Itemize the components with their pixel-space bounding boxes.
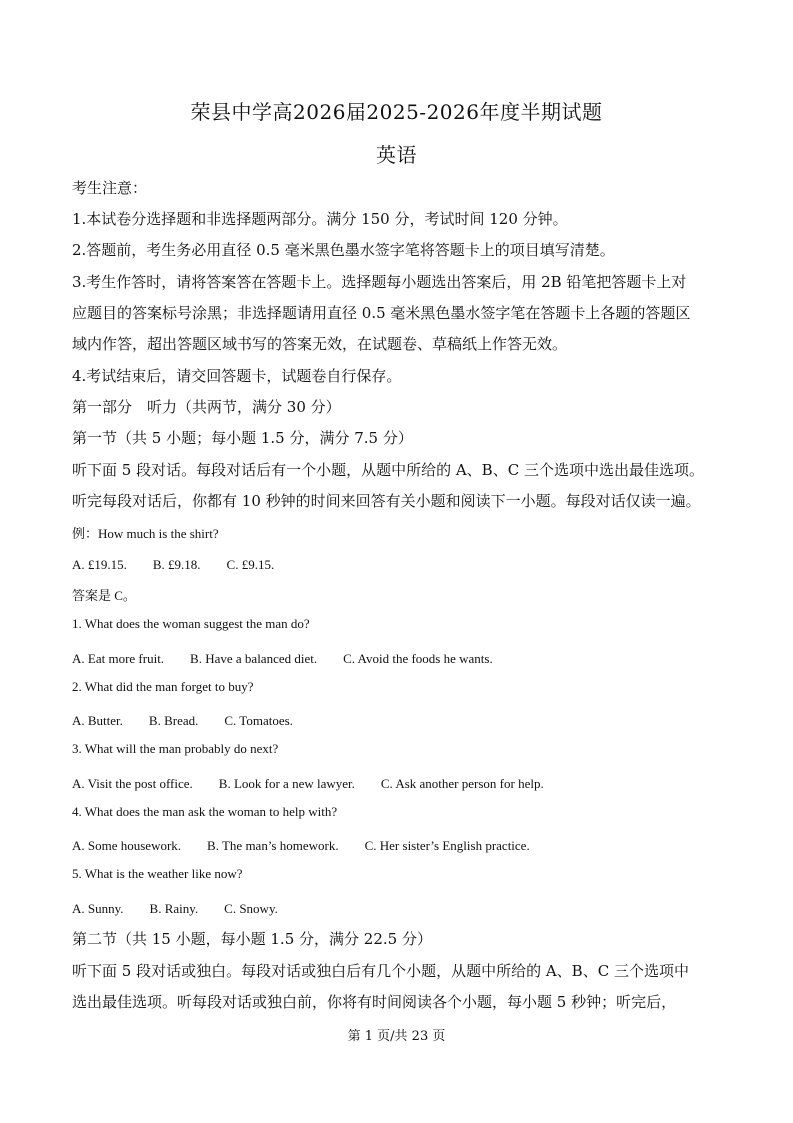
section-two-intro-2: 选出最佳选项。听每段对话或独白前，你将有时间阅读各个小题，每小题 5 秒钟；听完后， [72,993,677,1011]
subject-title: 英语 [376,143,417,167]
question-4-options: A. Some housework. B. The man’s homework. C. Her sister’s English practice. [72,838,530,853]
question-5-options: A. Sunny. B. Rainy. C. Snowy. [72,901,278,916]
question-2-options: A. Butter. B. Bread. C. Tomatoes. [72,713,293,728]
question-1-options: A. Eat more fruit. B. Have a balanced diet. C. Avoid the foods he wants. [72,651,493,666]
question-3-options: A. Visit the post office. B. Look for a new lawyer. C. Ask another person for help. [72,776,544,791]
section-one-heading: 第一节（共 5 小题；每小题 1.5 分，满分 7.5 分） [72,429,413,447]
question-5: 5. What is the weather like now? [72,866,243,881]
section-two-heading: 第二节（共 15 小题，每小题 1.5 分，满分 22.5 分） [72,930,432,948]
example-question: 例：How much is the shirt? [72,526,219,541]
part-one-heading: 第一部分 听力（共两节，满分 30 分） [72,398,341,416]
question-2: 2. What did the man forget to buy? [72,679,254,694]
example-answer: 答案是 C。 [72,588,136,603]
example-options: A. £19.15. B. £9.18. C. £9.15. [72,557,275,572]
notice-3: 3.考生作答时，请将答案答在答题卡上。选择题每小题选出答案后，用 2B 铅笔把答题卡上对 [72,273,687,291]
page-footer: 第 1 页/共 23 页 [347,1029,446,1044]
notice-3-cont-2: 域内作答，超出答题区域书写的答案无效，在试题卷、草稿纸上作答无效。 [72,335,568,353]
notice-1: 1.本试卷分选择题和非选择题两部分。满分 150 分，考试时间 120 分钟。 [72,210,568,228]
notice-2: 2.答题前，考生务必用直径 0.5 毫米黑色墨水签字笔将答题卡上的项目填写清楚。 [72,241,615,259]
section-two-intro-1: 听下面 5 段对话或独白。每段对话或独白后有几个小题，从题中所给的 A、B、C 三个选项中 [72,962,689,980]
notice-4: 4.考试结束后，请交回答题卡，试题卷自行保存。 [72,367,402,385]
question-4: 4. What does the man ask the woman to help with? [72,804,338,819]
question-3: 3. What will the man probably do next? [72,741,279,756]
section-one-intro-1: 听下面 5 段对话。每段对话后有一个小题，从题中所给的 A、B、C 三个选项中选出最佳选项。 [72,461,704,479]
question-1: 1. What does the woman suggest the man do? [72,616,310,631]
exam-title: 荣县中学高2026届2025-2026年度半期试题 [190,100,603,124]
section-one-intro-2: 听完每段对话后，你都有 10 秒钟的时间来回答有关小题和阅读下一小题。每段对话仅读一遍。 [72,492,701,510]
notice-heading: 考生注意： [72,179,148,197]
notice-3-cont-1: 应题目的答案标号涂黑；非选择题请用直径 0.5 毫米黑色墨水签字笔在答题卡上各题的答题区 [72,304,691,322]
